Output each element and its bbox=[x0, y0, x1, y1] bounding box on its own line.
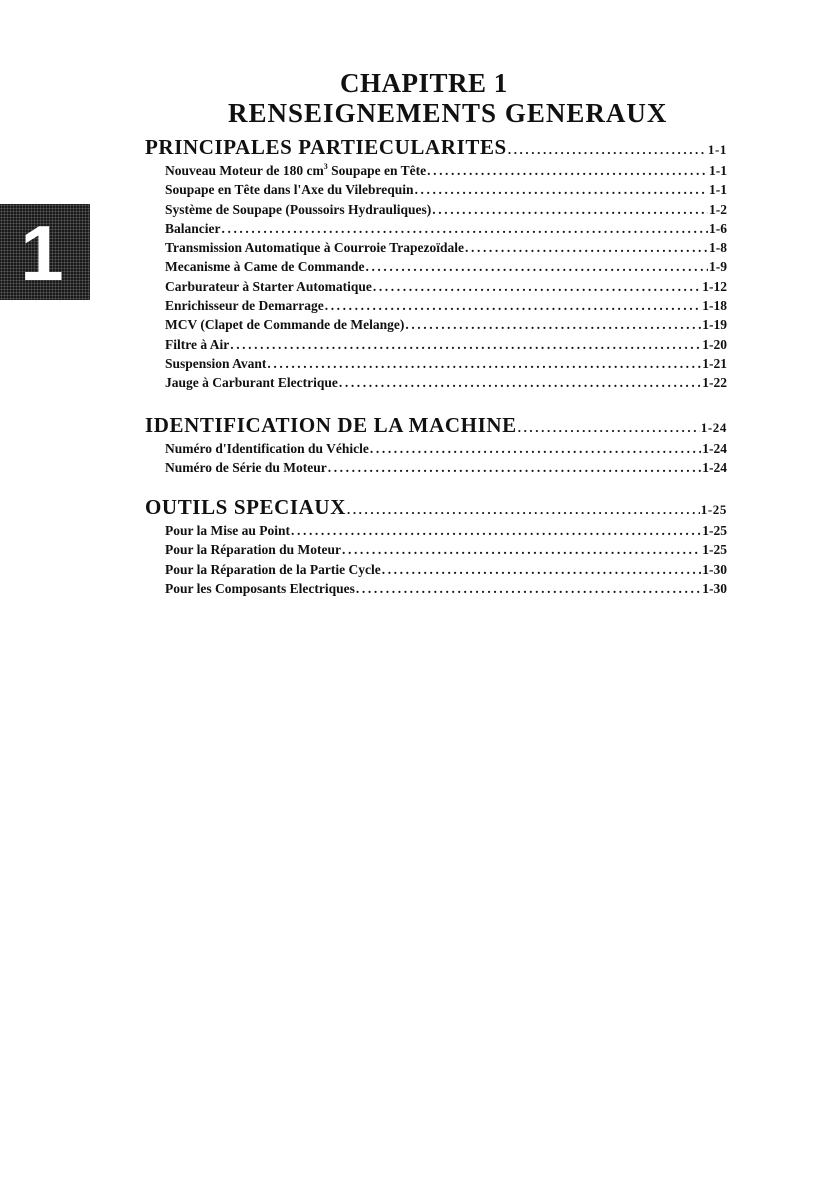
toc-item-label: Balancier bbox=[165, 220, 221, 236]
toc-item-label: Enrichisseur de Demarrage bbox=[165, 298, 324, 314]
toc-page-number: 1-12 bbox=[702, 278, 727, 294]
toc-section-title: PRINCIPALES PARTIECULARITES bbox=[145, 135, 507, 159]
toc-page-number: 1-24 bbox=[702, 440, 727, 456]
toc-item-label: MCV (Clapet de Commande de Melange) bbox=[165, 317, 405, 333]
toc-section-title: IDENTIFICATION DE LA MACHINE bbox=[145, 412, 517, 437]
dot-leader bbox=[370, 441, 701, 457]
toc-item-label: Numéro de Série du Moteur bbox=[165, 459, 327, 475]
toc-item-label: Pour la Mise au Point bbox=[165, 523, 291, 539]
toc-page-number: 1-1 bbox=[709, 163, 727, 178]
toc-section-identification[interactable] bbox=[145, 413, 727, 441]
toc-item-label: Nouveau Moteur de 180 $cm^3$ Soupape en Tête bbox=[165, 163, 427, 178]
toc-item[interactable] bbox=[165, 221, 727, 240]
toc-item-label: Pour la Réparation du Moteur bbox=[165, 542, 341, 558]
chapter-tab bbox=[0, 204, 90, 300]
dot-leader bbox=[325, 298, 702, 314]
dot-leader bbox=[432, 202, 708, 218]
toc-item-label: Pour la Réparation de la Partie Cycle bbox=[165, 561, 381, 577]
chapter-subtitle-text: RENSEIGNEMENTS GENERAUX bbox=[228, 98, 668, 128]
toc-item[interactable] bbox=[165, 375, 727, 394]
toc-item[interactable] bbox=[165, 337, 727, 356]
dot-leader bbox=[339, 375, 701, 391]
chapter-subtitle bbox=[0, 98, 818, 129]
superscript: 3 bbox=[323, 163, 328, 171]
toc-item-label: Pour les Composants Electriques bbox=[165, 581, 355, 597]
toc-page-number: 1-9 bbox=[709, 259, 727, 275]
toc-item[interactable] bbox=[165, 279, 727, 298]
toc-section-title: OUTILS SPECIAUX bbox=[145, 495, 346, 520]
toc-item[interactable] bbox=[165, 163, 727, 182]
dot-leader bbox=[342, 542, 701, 558]
dot-leader bbox=[518, 420, 700, 436]
toc-page-number: 1-6 bbox=[709, 220, 727, 236]
toc-section-principales[interactable] bbox=[145, 135, 727, 163]
chapter-heading bbox=[0, 68, 818, 99]
toc-item[interactable] bbox=[165, 562, 727, 581]
toc-item[interactable] bbox=[165, 441, 727, 460]
toc-page-number: 1-25 bbox=[702, 542, 727, 558]
dot-leader bbox=[365, 259, 708, 275]
toc-item[interactable] bbox=[165, 460, 727, 479]
toc-page-number: 1-30 bbox=[702, 581, 727, 597]
toc-item[interactable] bbox=[165, 542, 727, 561]
dot-leader bbox=[347, 502, 700, 518]
toc-item[interactable] bbox=[165, 202, 727, 221]
dot-leader bbox=[356, 581, 701, 597]
toc-page-number: 1-25 bbox=[702, 523, 727, 539]
dot-leader bbox=[222, 221, 709, 237]
toc-item-label: Jauge à Carburant Electrique bbox=[165, 375, 338, 391]
section-spacer bbox=[145, 395, 727, 413]
toc-page-number: 1-1 bbox=[709, 182, 727, 198]
toc-page-number: 1-1 bbox=[707, 142, 727, 157]
toc-page-number: 1-19 bbox=[702, 317, 727, 333]
toc-item-label: Filtre à Air bbox=[165, 336, 230, 352]
dot-leader bbox=[267, 356, 701, 372]
dot-leader bbox=[382, 562, 702, 578]
chapter-number-title: CHAPITRE 1 bbox=[340, 68, 508, 98]
toc-item[interactable] bbox=[165, 356, 727, 375]
toc-page-number: 1-24 bbox=[702, 459, 727, 475]
toc-section-outils[interactable] bbox=[145, 495, 727, 523]
toc-item[interactable] bbox=[165, 317, 727, 336]
toc-item[interactable] bbox=[165, 523, 727, 542]
toc-page-number: 1-18 bbox=[702, 298, 727, 314]
dot-leader bbox=[230, 337, 701, 353]
toc-item-label: Soupape en Tête dans l'Axe du Vilebrequin bbox=[165, 182, 414, 198]
section-spacer bbox=[145, 479, 727, 495]
toc-page-number: 1-30 bbox=[702, 561, 727, 577]
toc-page-number: 1-24 bbox=[700, 419, 727, 435]
dot-leader bbox=[291, 523, 701, 539]
toc-item[interactable] bbox=[165, 581, 727, 600]
toc-item-label: Mecanisme à Came de Commande bbox=[165, 259, 365, 275]
toc-item-label: Suspension Avant bbox=[165, 355, 267, 371]
toc-page-number: 1-2 bbox=[709, 201, 727, 217]
toc-page-number: 1-22 bbox=[702, 375, 727, 391]
toc-item-label: Transmission Automatique à Courroie Trapezoïdale bbox=[165, 240, 465, 256]
toc-page-number: 1-20 bbox=[702, 336, 727, 352]
toc-item[interactable] bbox=[165, 259, 727, 278]
dot-leader bbox=[427, 163, 708, 179]
toc-page-number: 1-25 bbox=[700, 502, 727, 518]
dot-leader bbox=[405, 317, 701, 333]
dot-leader bbox=[328, 460, 702, 476]
toc-item-label: Système de Soupape (Poussoirs Hydrauliques) bbox=[165, 201, 432, 217]
toc-item[interactable] bbox=[165, 240, 727, 259]
toc-item[interactable] bbox=[165, 182, 727, 201]
dot-leader bbox=[508, 142, 707, 158]
toc-page-number: 1-21 bbox=[702, 355, 727, 371]
toc-item-label: Numéro d'Identification du Véhicle bbox=[165, 440, 369, 456]
toc-item[interactable] bbox=[165, 298, 727, 317]
chapter-tab-number: 1 bbox=[20, 209, 64, 297]
dot-leader bbox=[415, 182, 708, 198]
table-of-contents bbox=[145, 135, 727, 600]
dot-leader bbox=[465, 240, 708, 256]
toc-item-label: Carburateur à Starter Automatique bbox=[165, 278, 372, 294]
toc-page-number: 1-8 bbox=[709, 240, 727, 256]
dot-leader bbox=[373, 279, 701, 295]
